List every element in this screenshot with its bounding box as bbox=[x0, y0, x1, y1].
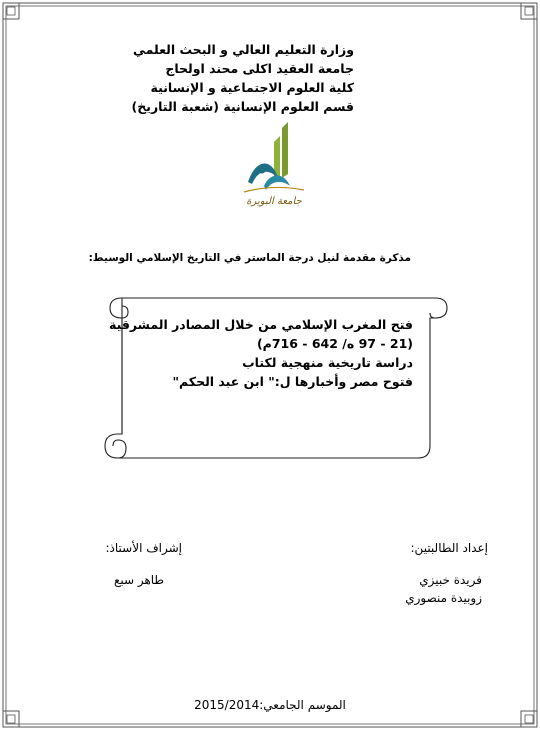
faculty-name: كلية العلوم الاجتماعية و الإنسانية bbox=[150, 80, 354, 95]
prepared-by-label: إعداد الطالبتين: bbox=[410, 541, 488, 555]
thesis-title-block bbox=[109, 315, 413, 391]
logo-caption: جامعة البويرة bbox=[246, 196, 302, 207]
university-logo bbox=[238, 120, 310, 210]
memo-statement: مذكرة مقدمة لنيل درجة الماستر في التاريخ الإسلامي الوسيط: bbox=[88, 252, 411, 264]
supervisor-name: طاهر سبع bbox=[113, 573, 164, 587]
thesis-title: فتح المغرب الإسلامي من خلال المصادر المشرقية bbox=[109, 317, 413, 332]
ministry-name: وزارة التعليم العالي و البحث العلمي bbox=[132, 42, 354, 57]
academic-season: الموسم الجامعي:2015/2014 bbox=[194, 698, 346, 712]
supervision-label: إشراف الأستاذ: bbox=[105, 541, 182, 555]
student-name-1: فريدة خبيزي bbox=[419, 573, 482, 587]
thesis-dates: (21 - 97 ه/ 642 - 716م) bbox=[256, 336, 413, 351]
thesis-book: فتوح مصر وأخبارها ل:" ابن عبد الحكم" bbox=[172, 374, 413, 389]
department-name: قسم العلوم الإنسانية (شعبة التاريخ) bbox=[131, 99, 354, 114]
thesis-subtitle: دراسة تاريخية منهجية لكتاب bbox=[242, 355, 413, 370]
institution-header bbox=[124, 40, 354, 116]
university-name: جامعة العقيد اكلى محند اولحاج bbox=[165, 61, 354, 76]
student-name-2: زوبيدة منصوري bbox=[405, 591, 482, 605]
